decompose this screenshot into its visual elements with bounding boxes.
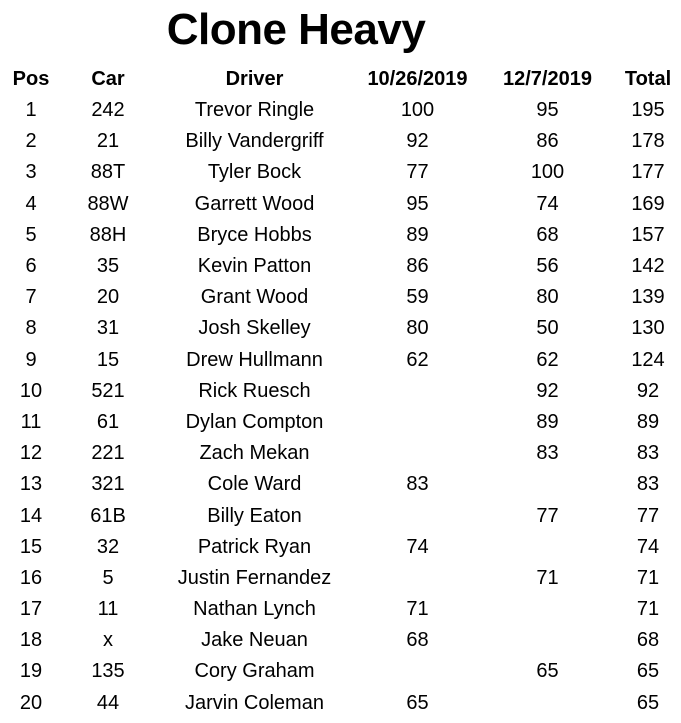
table-row <box>0 189 681 220</box>
cell-race-2 <box>480 594 615 625</box>
cell-driver: Garrett Wood <box>194 192 315 215</box>
cell-pos: 7 <box>25 286 37 309</box>
table-row <box>0 407 681 438</box>
table-row <box>0 688 681 719</box>
cell-race-2: 62 <box>536 348 559 371</box>
cell-car: 35 <box>96 255 120 278</box>
cell-race-1 <box>355 500 480 531</box>
table-row <box>0 251 681 282</box>
cell-car: 135 <box>91 660 125 683</box>
cell-pos: 4 <box>25 192 37 215</box>
cell-car: 21 <box>96 130 120 153</box>
cell-race-2: 74 <box>536 192 559 215</box>
cell-race-1: 65 <box>406 691 429 714</box>
cell-race-2: 77 <box>536 504 559 527</box>
cell-race-2: 92 <box>536 379 559 402</box>
cell-race-1: 74 <box>406 535 429 558</box>
cell-total: 157 <box>631 223 665 246</box>
cell-pos: 13 <box>19 473 43 496</box>
table-row <box>0 438 681 469</box>
table-row <box>0 469 681 500</box>
cell-pos: 20 <box>19 691 43 714</box>
cell-race-1: 71 <box>406 598 429 621</box>
cell-race-2: 65 <box>536 660 559 683</box>
cell-pos: 15 <box>19 535 43 558</box>
cell-race-2: 83 <box>536 442 559 465</box>
cell-pos: 1 <box>25 99 37 122</box>
cell-pos: 5 <box>25 223 37 246</box>
cell-race-2: 95 <box>536 99 559 122</box>
cell-pos: 16 <box>19 566 43 589</box>
table-row <box>0 282 681 313</box>
cell-driver: Justin Fernandez <box>177 566 332 589</box>
cell-race-2: 68 <box>536 223 559 246</box>
cell-pos: 14 <box>19 504 43 527</box>
column-header-total: Total <box>624 68 672 90</box>
cell-total: 139 <box>631 286 665 309</box>
cell-race-2: 86 <box>536 130 559 153</box>
cell-race-1: 80 <box>406 317 429 340</box>
cell-driver: Dylan Compton <box>185 410 324 433</box>
column-header-race-2: 12/7/2019 <box>503 68 592 90</box>
cell-car: 15 <box>96 348 120 371</box>
cell-race-2: 56 <box>536 255 559 278</box>
table-row <box>0 345 681 376</box>
table-row <box>0 594 681 625</box>
cell-race-1: 77 <box>406 161 429 184</box>
table-row <box>0 376 681 407</box>
cell-race-1: 83 <box>406 473 429 496</box>
cell-pos: 18 <box>19 629 43 652</box>
cell-car: 61 <box>96 410 120 433</box>
cell-race-2 <box>480 625 615 656</box>
table-row <box>0 95 681 126</box>
cell-driver: Drew Hullmann <box>186 348 323 371</box>
standings-body <box>0 95 681 719</box>
cell-car: 61B <box>90 504 126 527</box>
table-row <box>0 563 681 594</box>
cell-total: 142 <box>631 255 665 278</box>
cell-total: 169 <box>631 192 665 215</box>
cell-car: 11 <box>97 598 119 621</box>
cell-total: 195 <box>631 99 665 122</box>
table-row <box>0 656 681 687</box>
cell-total: 124 <box>631 348 665 371</box>
cell-driver: Cole Ward <box>207 473 302 496</box>
cell-pos: 12 <box>19 442 43 465</box>
table-row <box>0 126 681 157</box>
cell-race-2 <box>480 688 615 719</box>
table-row <box>0 220 681 251</box>
cell-total: 92 <box>636 379 660 402</box>
cell-race-2 <box>480 532 615 563</box>
cell-race-1 <box>355 656 480 687</box>
column-header-race-1: 10/26/2019 <box>367 68 468 90</box>
cell-race-1: 59 <box>406 286 429 309</box>
cell-total: 89 <box>636 410 660 433</box>
cell-total: 77 <box>636 504 660 527</box>
cell-car: 221 <box>91 442 125 465</box>
cell-driver: Josh Skelley <box>198 317 311 340</box>
cell-car: 88W <box>87 192 129 215</box>
cell-pos: 3 <box>25 161 37 184</box>
cell-race-1: 100 <box>400 99 435 122</box>
cell-total: 83 <box>636 473 660 496</box>
table-row <box>0 625 681 656</box>
column-header-car: Car <box>91 68 125 90</box>
table-row <box>0 313 681 344</box>
cell-car: 88H <box>89 223 127 246</box>
cell-pos: 8 <box>25 317 37 340</box>
cell-driver: Jarvin Coleman <box>185 691 324 714</box>
cell-car: 321 <box>91 473 125 496</box>
cell-total: 65 <box>636 660 660 683</box>
cell-driver: Jake Neuan <box>201 629 308 652</box>
column-header-driver: Driver <box>225 68 284 90</box>
cell-race-1 <box>355 407 480 438</box>
cell-race-1 <box>355 438 480 469</box>
cell-pos: 17 <box>19 598 43 621</box>
cell-pos: 19 <box>19 660 43 683</box>
cell-car: 32 <box>96 535 120 558</box>
table-row <box>0 500 681 531</box>
cell-driver: Billy Eaton <box>207 504 302 527</box>
cell-race-1: 86 <box>406 255 429 278</box>
column-header-pos: Pos <box>12 68 50 90</box>
page-title: Clone Heavy <box>166 5 426 54</box>
table-row <box>0 532 681 563</box>
cell-car: 44 <box>96 691 120 714</box>
header-row <box>0 64 681 95</box>
cell-total: 74 <box>636 535 660 558</box>
cell-race-2: 100 <box>530 161 565 184</box>
cell-race-1: 89 <box>406 223 429 246</box>
cell-driver: Bryce Hobbs <box>197 223 312 246</box>
cell-car: 5 <box>102 566 114 589</box>
cell-race-1: 95 <box>406 192 429 215</box>
cell-race-1: 92 <box>406 130 429 153</box>
cell-race-1: 68 <box>406 629 429 652</box>
cell-pos: 6 <box>25 255 37 278</box>
cell-driver: Kevin Patton <box>197 255 312 278</box>
cell-car: 521 <box>91 379 125 402</box>
cell-pos: 9 <box>25 348 37 371</box>
cell-driver: Patrick Ryan <box>197 535 312 558</box>
cell-driver: Tyler Bock <box>207 161 302 184</box>
cell-car: 20 <box>96 286 120 309</box>
cell-total: 130 <box>631 317 665 340</box>
cell-driver: Nathan Lynch <box>193 598 316 621</box>
cell-pos: 10 <box>19 379 43 402</box>
cell-race-2: 50 <box>536 317 559 340</box>
cell-driver: Cory Graham <box>194 660 315 683</box>
cell-race-2: 80 <box>536 286 559 309</box>
cell-driver: Zach Mekan <box>199 442 310 465</box>
cell-total: 71 <box>636 566 660 589</box>
cell-driver: Grant Wood <box>200 286 309 309</box>
cell-driver: Rick Ruesch <box>198 379 311 402</box>
cell-car: 31 <box>96 317 120 340</box>
cell-total: 177 <box>631 161 665 184</box>
cell-race-2 <box>480 469 615 500</box>
cell-car: x <box>103 629 113 652</box>
cell-total: 71 <box>636 598 660 621</box>
cell-race-2: 89 <box>536 410 559 433</box>
cell-race-1 <box>355 563 480 594</box>
cell-pos: 11 <box>20 410 42 433</box>
cell-driver: Billy Vandergriff <box>185 130 324 153</box>
cell-total: 83 <box>636 442 660 465</box>
cell-race-2: 71 <box>536 566 559 589</box>
cell-pos: 2 <box>25 130 37 153</box>
cell-car: 242 <box>91 99 125 122</box>
cell-race-1 <box>355 376 480 407</box>
cell-total: 68 <box>636 629 660 652</box>
cell-car: 88T <box>90 161 126 184</box>
table-row <box>0 157 681 188</box>
cell-total: 178 <box>631 130 665 153</box>
cell-race-1: 62 <box>406 348 429 371</box>
cell-driver: Trevor Ringle <box>194 99 315 122</box>
standings-table <box>0 64 681 719</box>
cell-total: 65 <box>636 691 660 714</box>
